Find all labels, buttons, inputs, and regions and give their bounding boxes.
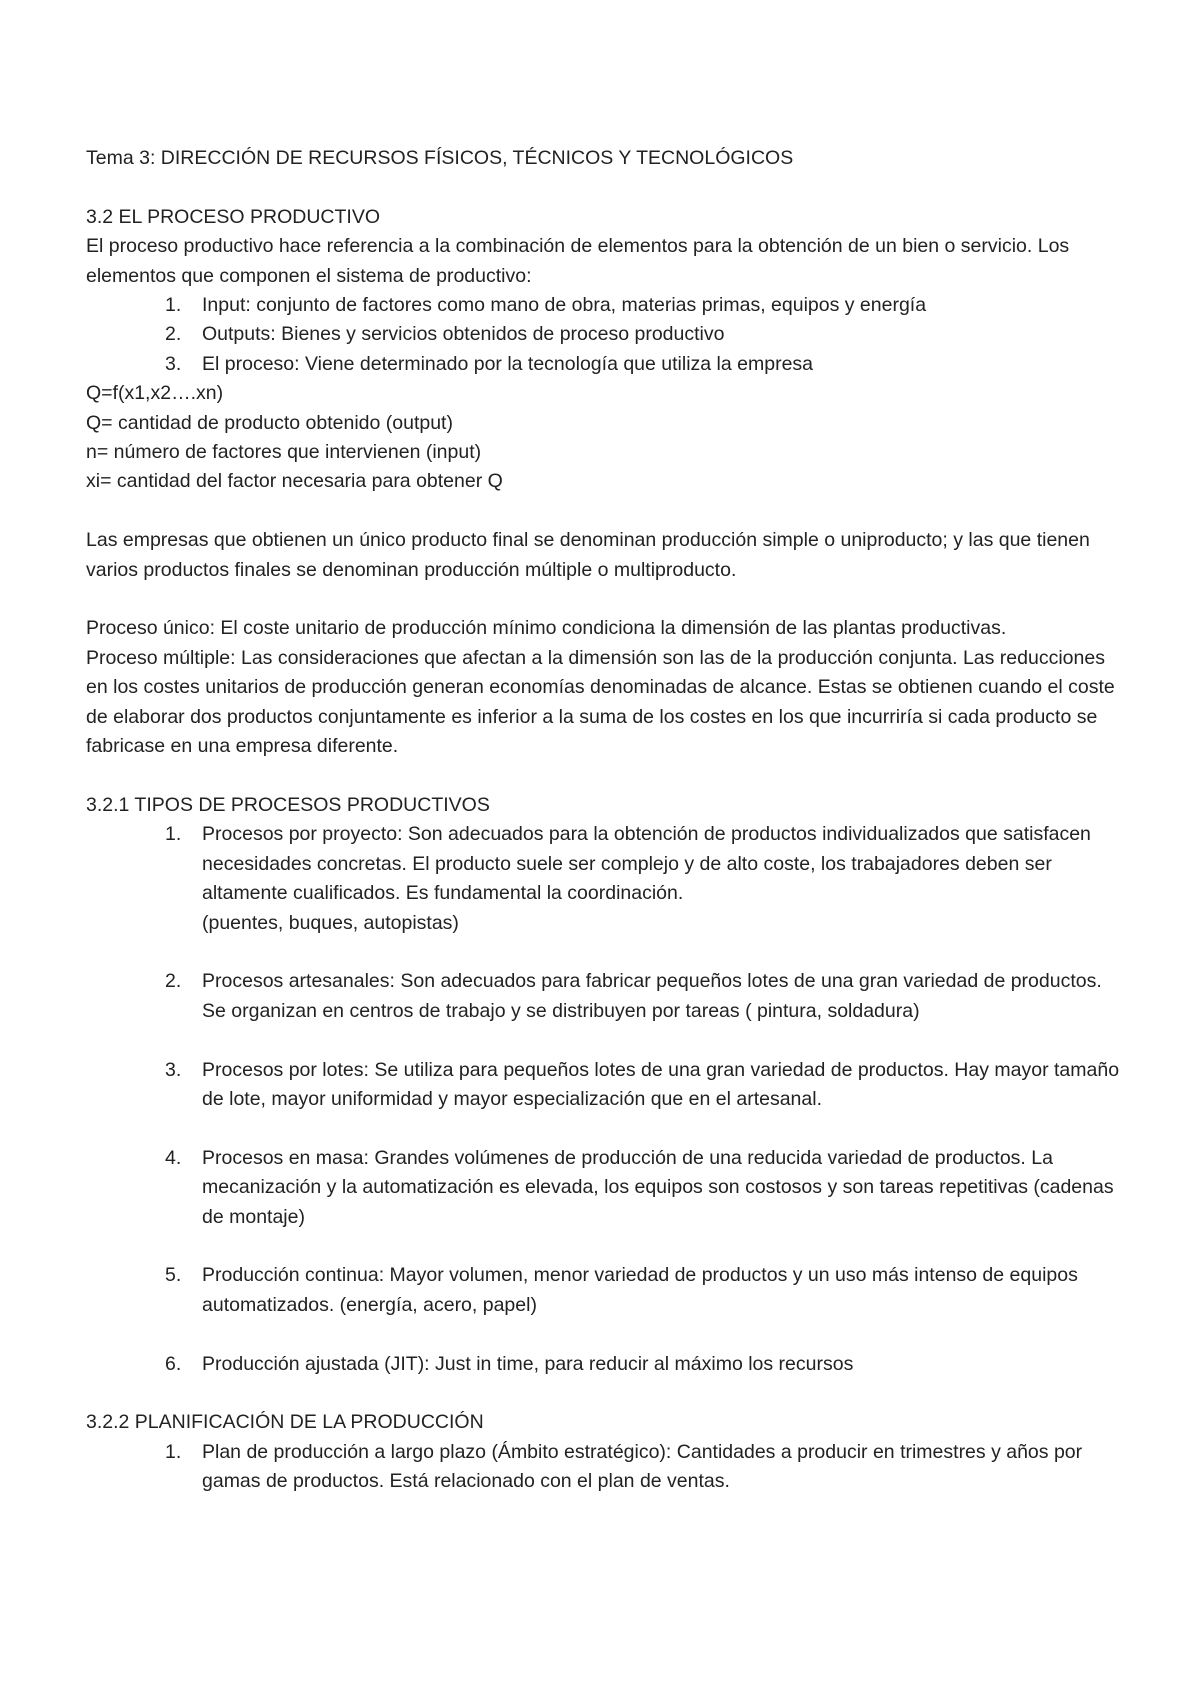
list-item: [86, 1261, 1120, 1320]
blank-line: [86, 761, 1120, 790]
planning-list: [86, 1438, 1120, 1497]
list-text: Producción continua: Mayor volumen, menor variedad de productos y un uso más intenso de equipos automatizados. (energía, acero, papel): [202, 1264, 1078, 1316]
list-text: Procesos por lotes: Se utiliza para pequeños lotes de una gran variedad de productos. Hay mayor tamaño de lote, mayor uniformidad y mayor especialización que en el artesanal.: [202, 1058, 1120, 1110]
list-text: Input: conjunto de factores como mano de obra, materias primas, equipos y energía: [202, 294, 927, 317]
blank-line: [86, 1379, 1120, 1408]
paragraph-proceso-multiple: Proceso múltiple: Las consideraciones que afectan a la dimensión son las de la producción conjunta. Las reducciones en los costes unitarios de producción generan economías denominadas de alcance. Estas se obtienen cuando el coste de elaborar dos productos conjuntamente es inferior a la suma de los costes en los que incurriría si cada producto se fabricase en una empresa diferente.: [86, 646, 1115, 758]
section-heading-3-2: 3.2 EL PROCESO PRODUCTIVO: [86, 205, 381, 228]
list-item: [86, 350, 1120, 379]
definition-xi: xi= cantidad del factor necesaria para obtener Q: [86, 470, 503, 493]
elements-list: [86, 291, 1120, 379]
list-item: [86, 320, 1120, 349]
list-number: 4.: [165, 1146, 182, 1169]
list-number: 1.: [165, 294, 182, 317]
definition-n: n= número de factores que intervienen (input): [86, 441, 482, 464]
list-number: 5.: [165, 1264, 182, 1287]
list-text: Procesos artesanales: Son adecuados para fabricar pequeños lotes de una gran variedad de productos. Se organizan en centros de trabajo y se distribuyen por tareas ( pintura, soldadura): [202, 970, 1102, 1022]
production-formula: Q=f(x1,x2….xn): [86, 382, 224, 405]
definition-q: Q= cantidad de producto obtenido (output): [86, 411, 453, 434]
list-item: [86, 820, 1120, 938]
list-text: Procesos en masa: Grandes volúmenes de producción de una reducida variedad de productos. La mecanización y la automatización es elevada, los equipos son costosos y son tareas repetitivas (cadenas de montaje): [202, 1146, 1114, 1228]
blank-line: [86, 585, 1120, 614]
list-number: 1.: [165, 823, 182, 846]
list-text-examples: (puentes, buques, autopistas): [202, 911, 459, 934]
document-title: Tema 3: DIRECCIÓN DE RECURSOS FÍSICOS, TÉCNICOS Y TECNOLÓGICOS: [86, 147, 794, 169]
list-number: 2.: [165, 323, 182, 346]
list-number: 3.: [165, 1058, 182, 1081]
list-item: [86, 1438, 1120, 1497]
list-text: Outputs: Bienes y servicios obtenidos de proceso productivo: [202, 323, 725, 346]
list-item: [86, 1144, 1120, 1232]
list-item: [86, 1056, 1120, 1115]
list-number: 3.: [165, 352, 182, 375]
blank-line: [86, 173, 1120, 202]
list-text: Plan de producción a largo plazo (Ámbito estratégico): Cantidades a producir en trimestres y años por gamas de productos. Está relacionado con el plan de ventas.: [202, 1440, 1083, 1493]
process-types-list: [86, 820, 1120, 1379]
paragraph-simple-multiple: Las empresas que obtienen un único producto final se denominan producción simple o uniproducto; y las que tienen varios productos finales se denominan producción múltiple o multiproducto.: [86, 529, 1090, 581]
paragraph-proceso-unico: Proceso único: El coste unitario de producción mínimo condiciona la dimensión de las plantas productivas.: [86, 617, 1007, 640]
blank-line: [86, 497, 1120, 526]
list-item: [86, 291, 1120, 320]
list-text: Procesos por proyecto: Son adecuados para la obtención de productos individualizados que satisfacen necesidades concretas. El producto suele ser complejo y de alto coste, los trabajadores deben ser altamente cualificados. Es fundamental la coordinación.: [202, 823, 1091, 905]
section-heading-3-2-2: 3.2.2 PLANIFICACIÓN DE LA PRODUCCIÓN: [86, 1411, 484, 1434]
section-intro: El proceso productivo hace referencia a la combinación de elementos para la obtención de un bien o servicio. Los elementos que componen el sistema de productivo:: [86, 235, 1070, 287]
list-item: [86, 967, 1120, 1026]
list-number: 6.: [165, 1352, 182, 1375]
section-heading-3-2-1: 3.2.1 TIPOS DE PROCESOS PRODUCTIVOS: [86, 793, 490, 816]
list-text: El proceso: Viene determinado por la tecnología que utiliza la empresa: [202, 352, 814, 375]
list-text: Producción ajustada (JIT): Just in time, para reducir al máximo los recursos: [202, 1352, 854, 1375]
list-number: 1.: [165, 1440, 182, 1463]
list-item: [86, 1350, 1120, 1379]
list-number: 2.: [165, 970, 182, 993]
